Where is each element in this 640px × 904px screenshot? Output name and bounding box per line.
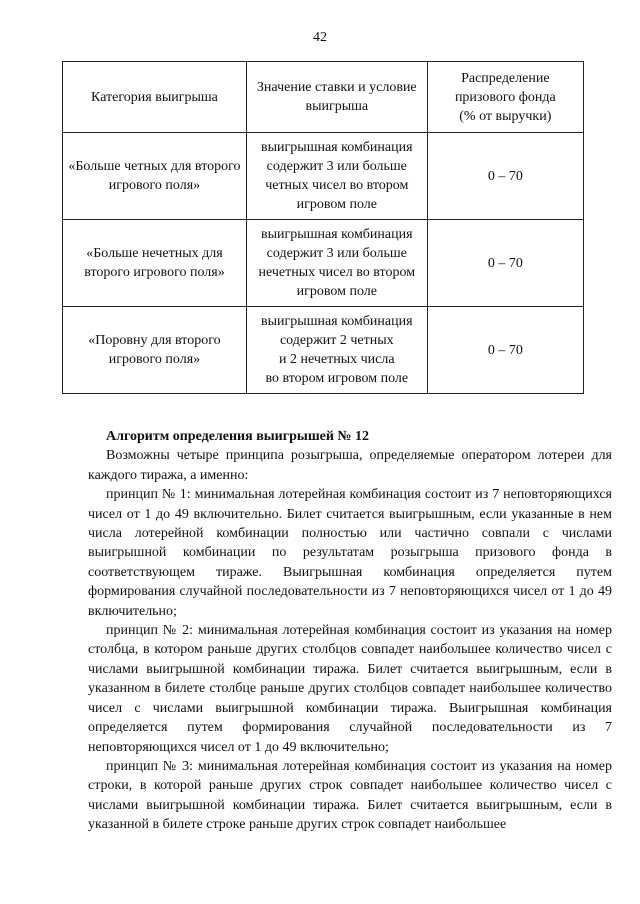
category-cell: «Поровну для второго игрового поля» [63,307,247,394]
principle-1-paragraph: принцип № 1: минимальная лотерейная комбинация состоит из 7 неповторяющихся чисел от 1 до 49 включительно. Билет считается выигрышным, если указанные в нем числа лотерейной комбинации полностью или частично совпали с числами выигрышной комбинации по результатам розыгрыша призового фонда в соответствующем тираже. Выигрышная комбинация определяется путем формирования случайной последовательности из 7 неповторяющихся чисел от 1 до 49 включительно; [88,487,612,619]
table-row [63,133,584,220]
category-cell: «Больше четных для второго игрового поля» [63,133,247,220]
page-number: 42 [313,30,327,45]
header-category: Категория выигрыша [63,62,247,133]
table-row [63,220,584,307]
table-row [63,307,584,394]
principle-3-paragraph: принцип № 3: минимальная лотерейная комбинация состоит из указания на номер строки, в которой раньше других строк совпадет наибольшее количество чисел с числами выигрышной комбинации тиража. Билет считается выигрышным, если в указанной в билете строке раньше других строк совпадет наибольшее [88,758,612,833]
condition-cell: выигрышная комбинация содержит 3 или больше четных чисел во втором игровом поле [246,133,427,220]
header-condition: Значение ставки и условие выигрыша [246,62,427,133]
condition-cell: выигрышная комбинация содержит 2 четных и 2 нечетных числа во втором игровом поле [246,307,427,394]
intro-paragraph: Возможны четыре принципа розыгрыша, определяемые оператором лотереи для каждого тиража, а именно: [88,448,612,483]
condition-cell: выигрышная комбинация содержит 3 или больше нечетных чисел во втором игровом поле [246,220,427,307]
prize-category-table [62,61,584,394]
algorithm-section [88,427,612,835]
principle-2-paragraph: принцип № 2: минимальная лотерейная комбинация состоит из указания на номер столбца, в котором раньше других столбцов совпадет наибольшее количество чисел с числами выигрышной комбинации тиража. Билет считается выигрышным, если в указанном в билете столбце раньше других столбцов совпадет наибольшее количество чисел с числами выигрышной комбинации тиража. Выигрышная комбинация определяется путем формирования случайной последовательности из 7 неповторяющихся чисел от 1 до 49 включительно; [88,623,612,755]
share-cell: 0 – 70 [427,307,583,394]
category-cell: «Больше нечетных для второго игрового поля» [63,220,247,307]
share-cell: 0 – 70 [427,220,583,307]
share-cell: 0 – 70 [427,133,583,220]
header-prize-share: Распределение призового фонда (% от выручки) [427,62,583,133]
section-title: Алгоритм определения выигрышей № 12 [106,429,369,444]
table-header-row [63,62,584,133]
